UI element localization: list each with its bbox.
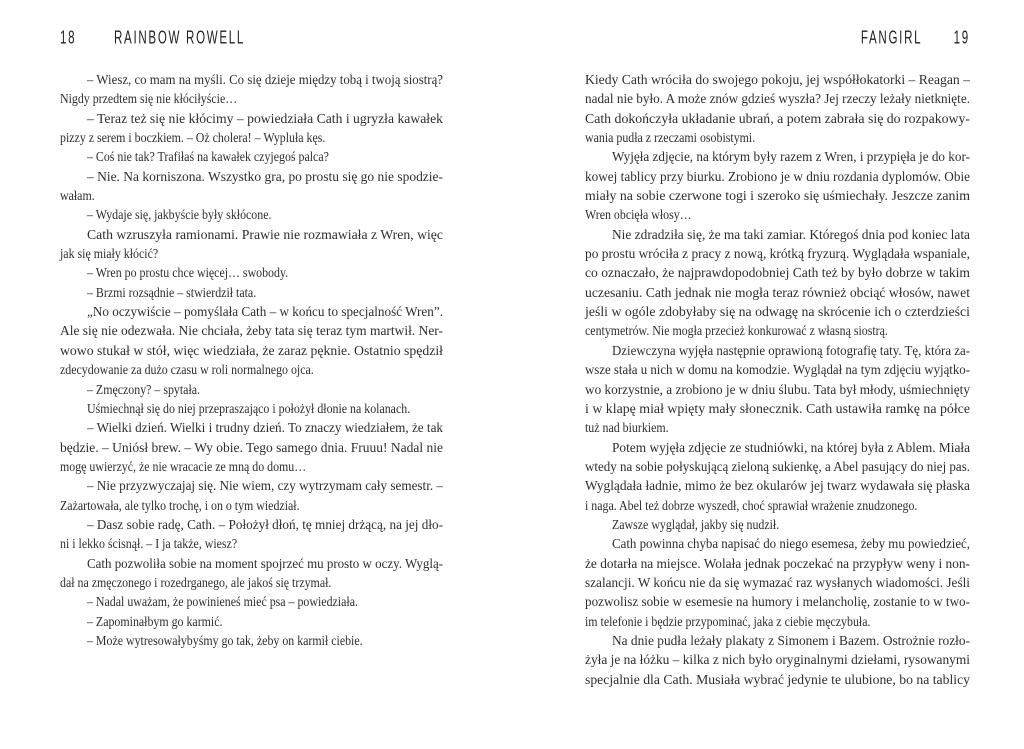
- text-line: Kiedy Cath wróciła do swojego pokoju, jej współłokatorki – Reagan –: [585, 73, 970, 88]
- right-page-header: [585, 28, 970, 48]
- text-line: dał na zmęczonego i rozedrganego, ale jakoś się trzymał.: [60, 575, 332, 591]
- text-line: wtedy na sobie połyskującą zieloną sukienkę, a Abel pasujący do niej pas.: [585, 459, 970, 475]
- text-line: – Wiesz, co mam na myśli. Co się dzieje między tobą i twoją siostrą?: [87, 73, 443, 88]
- text-line: pozwolisz sobie w esemesie na humory i melancholię, zostanie to w two-: [585, 595, 970, 611]
- text-line: – Nadal uważam, że powinieneś mieć psa – powiedziała.: [87, 595, 358, 611]
- text-line: jak się miały kłócić?: [60, 247, 159, 263]
- text-line: – Wydaje się, jakbyście były skłócone.: [87, 208, 272, 224]
- text-line: – Zmęczony? – spytała.: [87, 382, 201, 398]
- text-line: Na dnie pudła leżały plakaty z Simonem i Bazem. Ostrożnie rozło-: [612, 633, 970, 649]
- text-line: wowo stukał w stół, więc wiedziała, że zaraz pęknie. Ostatnio spędził: [60, 343, 443, 359]
- text-line: Nigdy przedtem się nie kłóciłyście…: [60, 92, 238, 108]
- text-line: Cath powinna chyba napisać do niego esemesa, żeby mu powiedzieć,: [612, 537, 970, 553]
- text-line: mogę uwierzyć, że nie wracacie ze mną do domu…: [60, 459, 307, 475]
- running-head-title: FANGIRL: [860, 27, 923, 48]
- text-line: Potem wyjęła zdjęcie ze studniówki, na której była z Ablem. Miała: [612, 440, 970, 456]
- text-line: Zażartowała, ale tylko trochę, i on o tym wiedział.: [60, 498, 300, 514]
- left-page-number: 18: [60, 27, 77, 48]
- text-line: – Nie przyzwyczajaj się. Nie wiem, czy wytrzymam cały semestr. –: [87, 479, 443, 495]
- text-line: Dziewczyna wyjęła następnie oprawioną fotografię taty. Tę, która za-: [612, 343, 970, 359]
- text-line: zdecydowanie za dużo czasu w roli normalnego ojca.: [60, 363, 314, 379]
- text-line: i naga. Abel też dobrze wyszedł, choć sprawiał wrażenie znudzonego.: [585, 498, 918, 514]
- text-line: specjalnie dla Cath. Musiała wybrać jedynie te ulubione, bo na tablicy: [585, 672, 970, 688]
- text-line: ni i lekko ścisnął. – I ja także, wiesz?: [60, 537, 238, 553]
- text-line: – Coś nie tak? Trafiłaś na kawałek czyjegoś palca?: [87, 150, 329, 166]
- text-line: wania pudła z rzeczami osobistymi.: [585, 131, 756, 147]
- text-line: wsze stała u nich w domu na komodzie. Wyglądał na tym zdjęciu wyjątko-: [585, 363, 970, 379]
- text-line: – Zapominałbym go karmić.: [87, 614, 223, 630]
- left-page-text: [60, 71, 443, 651]
- text-line: wo korzystnie, a zrobiono je w dniu ślubu. Tata był młody, uśmiechnięty: [585, 382, 970, 398]
- text-line: uczesaniu. Cath jednak nie mogła teraz również obciąć włosów, nawet: [585, 285, 970, 301]
- text-line: – Teraz też się nie kłócimy – powiedziała Cath i ugryzła kawałek: [87, 111, 443, 127]
- right-page-text: [585, 71, 970, 690]
- text-line: żyła je na łóżku – kilka z nich było oryginalnymi dziełami, rysowanymi: [585, 653, 970, 669]
- text-line: – Nie. Na korniszona. Wszystko gra, po prostu się go nie spodzie-: [87, 169, 443, 185]
- text-line: wałam.: [60, 189, 95, 205]
- text-line: Wren obcięła włosy…: [585, 208, 692, 224]
- text-line: Zawsze wyglądał, jakby się nudził.: [612, 517, 780, 533]
- text-line: szalancji. W końcu nie da się wymazać raz wysłanych wiadomości. Jeśli: [585, 575, 970, 591]
- text-line: tuż nad biurkiem.: [585, 421, 669, 437]
- text-line: jeśli w ogóle zdobyłaby się na odwagę na skrócenie ich o czterdzieści: [585, 305, 970, 321]
- text-line: – Wielki dzień. Wielki i trudny dzień. To znaczy wiedziałem, że tak: [87, 421, 443, 437]
- text-line: nadal nie było. A może znów gdzieś wyszła? Jej rzeczy leżały nietknięte.: [585, 92, 970, 108]
- text-line: będzie. – Uniósł brew. – Wy obie. Tego samego dnia. Fruuu! Nadal nie: [60, 440, 443, 456]
- text-line: Cath wzruszyła ramionami. Prawie nie rozmawiała z Wren, więc: [87, 227, 443, 243]
- text-line: kowej tablicy przy biurku. Zrobiono je w dniu rozdania dyplomów. Obie: [585, 169, 970, 185]
- text-line: Uśmiechnął się do niej przepraszająco i położył dłonie na kolanach.: [87, 401, 411, 417]
- text-line: – Może wytresowałybyśmy go tak, żeby on karmił ciebie.: [87, 633, 363, 649]
- text-line: im telefonie i będzie przypominać, jaka z ciebie męczybuła.: [585, 614, 871, 630]
- text-line: co oznaczało, że najprawdopodobniej Cath też by było dobrze w takim: [585, 266, 970, 282]
- text-line: miały na sobie czerwone togi i szeroko się uśmiechały. Jeszcze zanim: [585, 189, 970, 205]
- text-line: po prostu wróciła z pracy z nową, krótką fryzurą. Wyglądała wspaniale,: [585, 247, 970, 263]
- text-line: Cath dokończyła układanie ubrań, a potem zabrała się do rozpakowy-: [585, 111, 970, 127]
- text-line: Nie zdradziła się, że ma taki zamiar. Któregoś dnia pod koniec lata: [612, 227, 970, 243]
- text-line: – Brzmi rozsądnie – stwierdził tata.: [87, 285, 257, 301]
- text-line: – Dasz sobie radę, Cath. – Położył dłoń, tę mniej drżącą, na jej dło-: [87, 517, 443, 533]
- text-line: Cath pozwoliła sobie na moment spojrzeć mu prosto w oczy. Wyglą-: [87, 556, 443, 572]
- text-line: Wyglądała ładnie, mimo że bez okularów jej twarz wydawała się płaska: [585, 479, 970, 495]
- text-line: pizzy z serem i boczkiem. – Oż cholera! – Wypluła kęs.: [60, 131, 326, 147]
- text-line: centymetrów. Nie mogła przecież konkurować z własną siostrą.: [585, 324, 888, 340]
- text-line: Ale się nie odezwała. Nie chciała, żeby tata się teraz tym martwił. Ner-: [60, 324, 443, 340]
- running-head-author: RAINBOW ROWELL: [113, 27, 245, 48]
- text-line: „No oczywiście – pomyślała Cath – w końcu to specjalność Wren”.: [87, 305, 443, 321]
- text-line: – Wren po prostu chce więcej… swobody.: [87, 266, 289, 282]
- right-page-number: 19: [953, 27, 970, 48]
- left-page-header: [60, 28, 443, 48]
- text-line: że dotarła na miejsce. Wolała jednak poczekać na przypływ weny i non-: [585, 556, 970, 572]
- text-line: Wyjęła zdjęcie, na którym były razem z Wren, i przypięła je do kor-: [612, 150, 970, 166]
- text-line: i w klapę miał wpięty mały słonecznik. Cath ustawiła ramkę na półce: [585, 401, 970, 417]
